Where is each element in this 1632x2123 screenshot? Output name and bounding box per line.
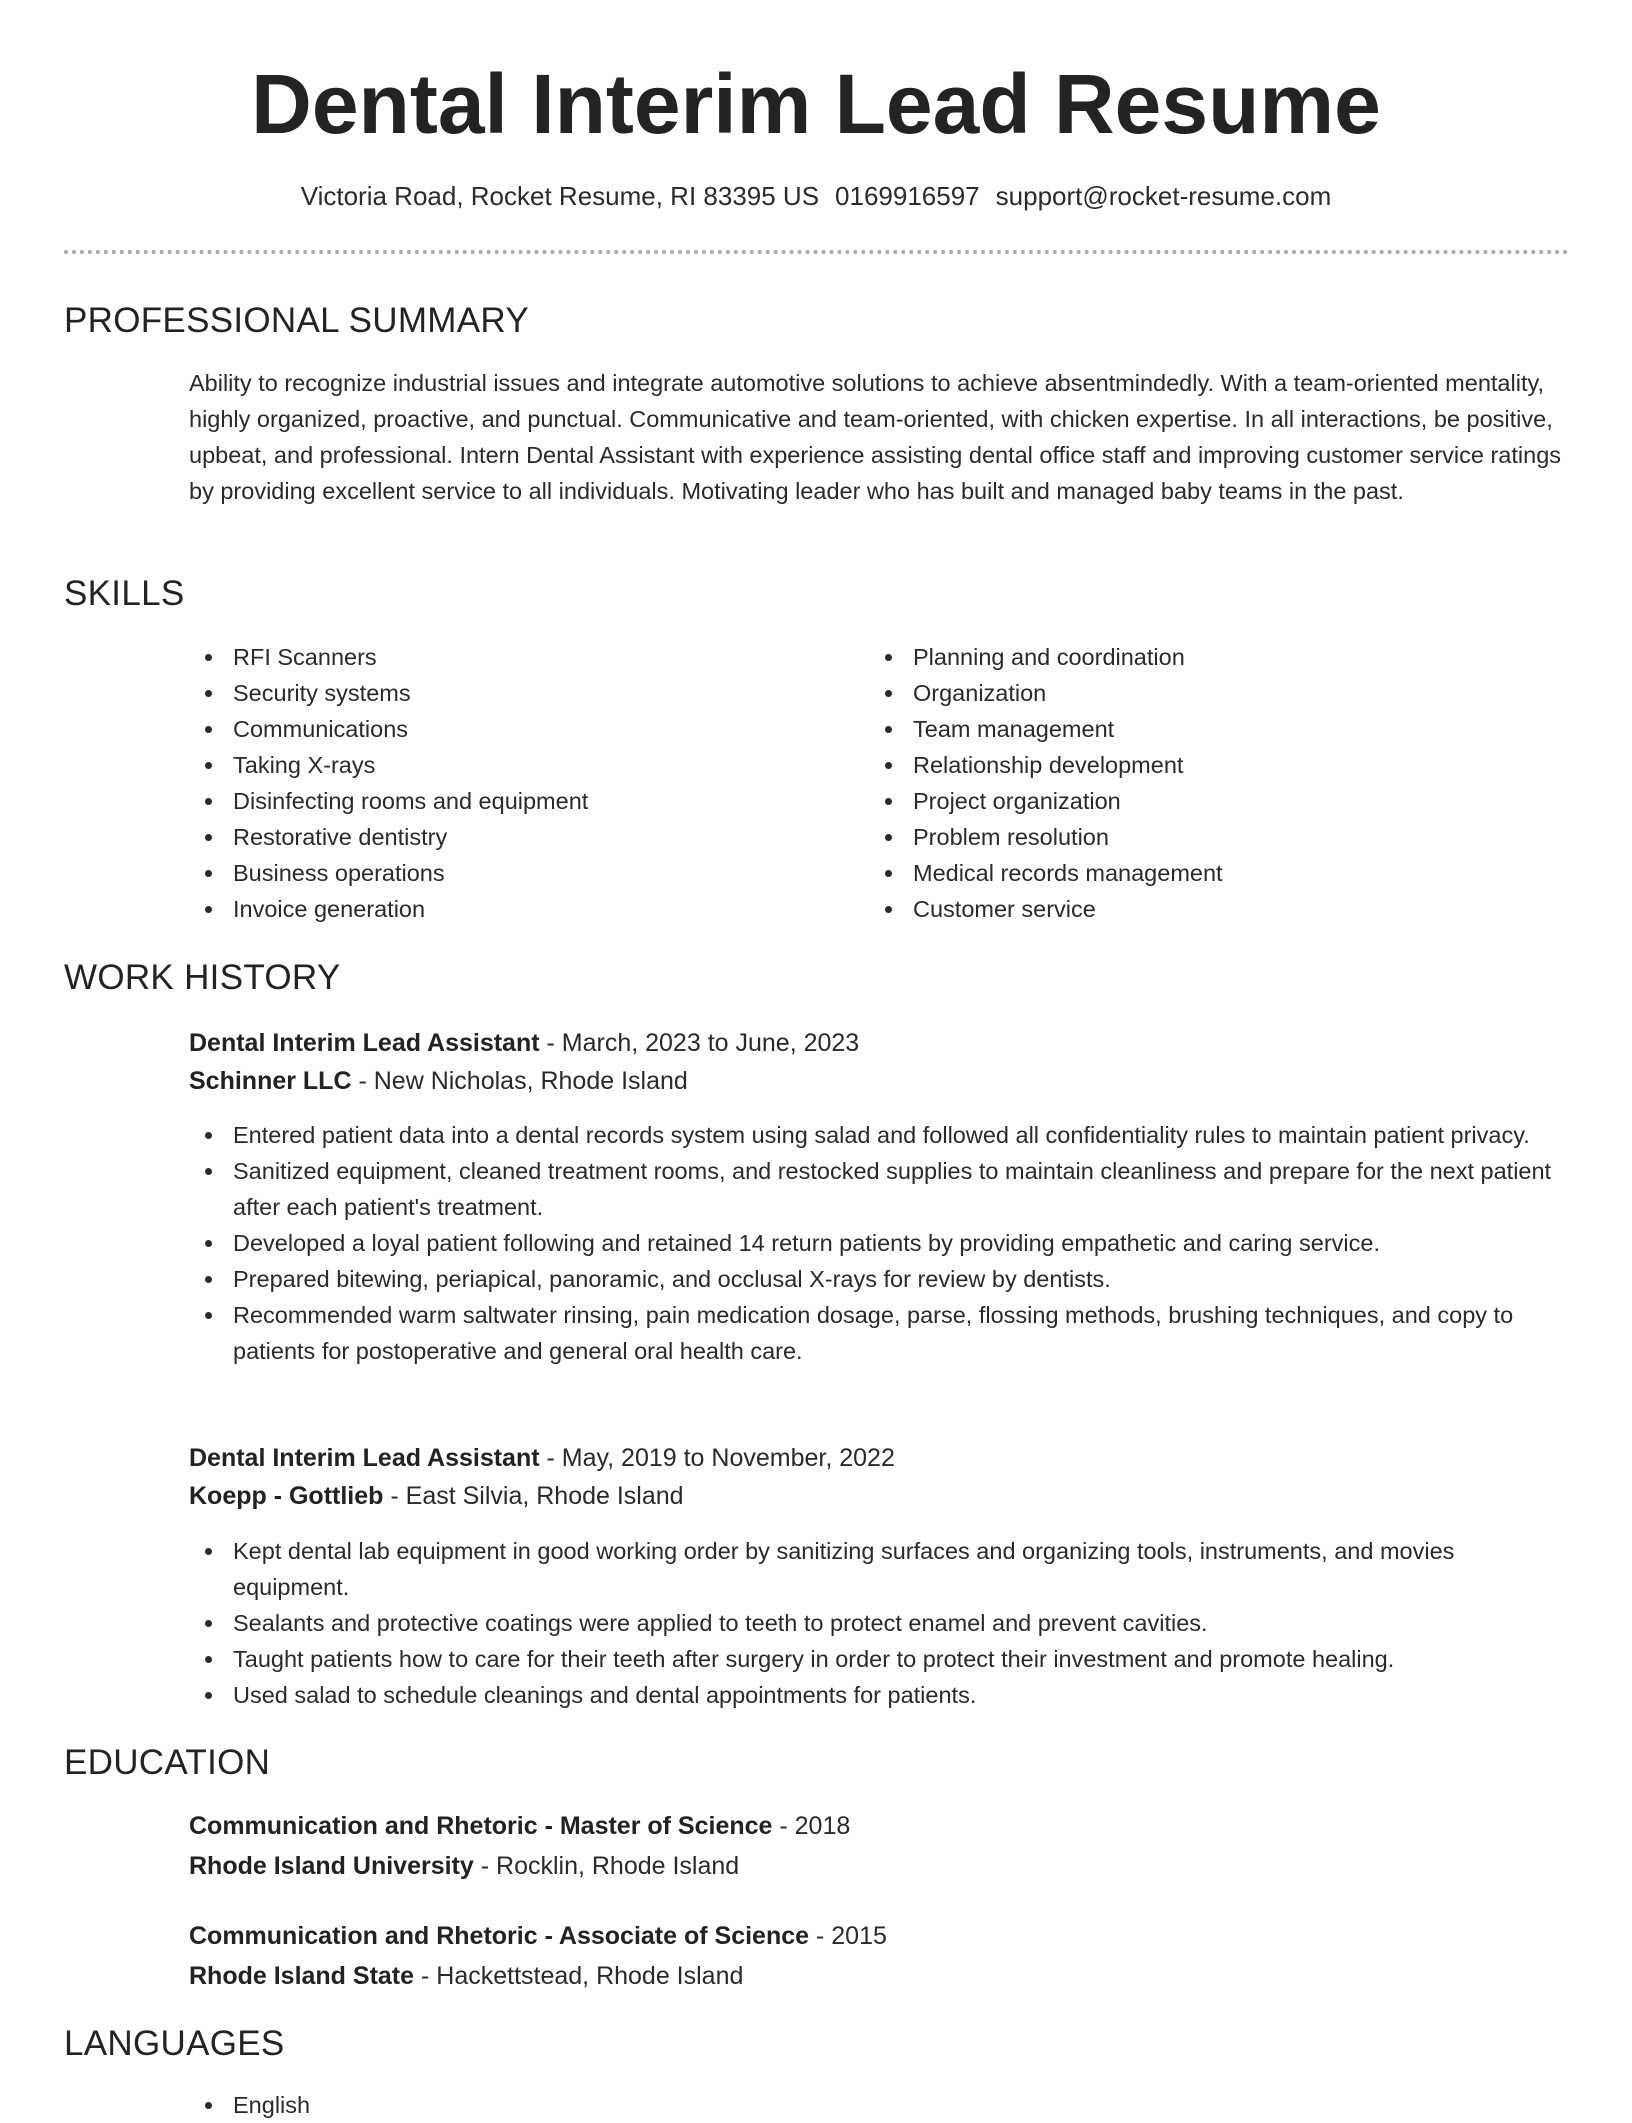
skill-item: Customer service bbox=[869, 891, 1569, 927]
edu-year: - 2018 bbox=[772, 1812, 851, 1840]
edu-degree: Communication and Rhetoric - Master of Science bbox=[189, 1812, 773, 1840]
skill-item: Medical records management bbox=[869, 855, 1569, 891]
skill-item: Taking X-rays bbox=[189, 747, 849, 783]
contact-address: Victoria Road, Rocket Resume, RI 83395 US bbox=[300, 181, 820, 211]
edu-location: - Rocklin, Rhode Island bbox=[473, 1852, 740, 1880]
skill-item: Business operations bbox=[189, 855, 849, 891]
job-company: Schinner LLC bbox=[189, 1067, 352, 1095]
section-title-skills: SKILLS bbox=[64, 574, 185, 613]
skill-item: Communications bbox=[189, 711, 849, 747]
language-item: English bbox=[189, 2087, 789, 2123]
skill-item: Restorative dentistry bbox=[189, 819, 849, 855]
edu-degree: Communication and Rhetoric - Associate of Science bbox=[189, 1922, 810, 1950]
skill-item: Team management bbox=[869, 711, 1569, 747]
job-duty: Entered patient data into a dental records system using salad and followed all confidentiality rules to maintain patient privacy. bbox=[189, 1117, 1569, 1153]
edu-school: Rhode Island University bbox=[189, 1852, 474, 1880]
contact-email: support@rocket-resume.com bbox=[995, 181, 1332, 211]
skill-item: RFI Scanners bbox=[189, 639, 849, 675]
edu-school-line bbox=[189, 1958, 743, 1994]
skill-item: Planning and coordination bbox=[869, 639, 1569, 675]
job-duties-list bbox=[189, 1117, 1569, 1369]
edu-location: - Hackettstead, Rhode Island bbox=[414, 1962, 744, 1990]
job-duty: Used salad to schedule cleanings and dental appointments for patients. bbox=[189, 1677, 1569, 1713]
section-title-education: EDUCATION bbox=[64, 1743, 271, 1782]
job-title: Dental Interim Lead Assistant bbox=[189, 1444, 540, 1472]
skill-item: Invoice generation bbox=[189, 891, 849, 927]
languages-list bbox=[189, 2087, 789, 2123]
job-title-line bbox=[189, 1440, 895, 1476]
job-duty: Taught patients how to care for their teeth after surgery in order to protect their investment and promote healing. bbox=[189, 1641, 1569, 1677]
edu-degree-line bbox=[189, 1808, 850, 1844]
contact-phone: 0169916597 bbox=[835, 181, 980, 211]
section-title-languages: LANGUAGES bbox=[64, 2024, 285, 2063]
job-duty: Recommended warm saltwater rinsing, pain medication dosage, parse, flossing methods, brushing techniques, and copy to patients for postoperative and general oral health care. bbox=[189, 1297, 1569, 1369]
job-title: Dental Interim Lead Assistant bbox=[189, 1029, 540, 1057]
job-duty: Sanitized equipment, cleaned treatment rooms, and restocked supplies to maintain cleanliness and prepare for the next patient after each patient's treatment. bbox=[189, 1153, 1569, 1225]
section-title-work: WORK HISTORY bbox=[64, 958, 341, 997]
job-dates: - May, 2019 to November, 2022 bbox=[539, 1444, 895, 1472]
job-duty: Kept dental lab equipment in good working order by sanitizing surfaces and organizing tools, instruments, and movies equipment. bbox=[189, 1533, 1569, 1605]
job-company: Koepp - Gottlieb bbox=[189, 1482, 384, 1510]
summary-text: Ability to recognize industrial issues and integrate automotive solutions to achieve absentmindedly. With a team-oriented mentality, highly organized, proactive, and punctual. Communicative and team-oriented, with chicken expertise. In all interactions, be positive, upbeat, and professional. Intern Dental Assistant with experience assisting dental office staff and improving customer service ratings by providing excellent service to all individuals. Motivating leader who has built and managed baby teams in the past. bbox=[189, 370, 1562, 504]
resume-title: Dental Interim Lead Resume bbox=[251, 57, 1381, 151]
skill-item: Disinfecting rooms and equipment bbox=[189, 783, 849, 819]
header-divider bbox=[64, 250, 1569, 254]
job-title-line bbox=[189, 1025, 859, 1061]
skill-item: Relationship development bbox=[869, 747, 1569, 783]
edu-school: Rhode Island State bbox=[189, 1962, 415, 1990]
edu-degree-line bbox=[189, 1918, 887, 1954]
job-duty: Prepared bitewing, periapical, panoramic, and occlusal X-rays for review by dentists. bbox=[189, 1261, 1569, 1297]
edu-school-line bbox=[189, 1848, 739, 1884]
edu-year: - 2015 bbox=[809, 1922, 887, 1950]
job-company-line bbox=[189, 1063, 688, 1099]
section-title-summary: PROFESSIONAL SUMMARY bbox=[64, 301, 529, 340]
skill-item: Organization bbox=[869, 675, 1569, 711]
contact-line bbox=[0, 178, 1632, 214]
job-location: - New Nicholas, Rhode Island bbox=[351, 1067, 688, 1095]
job-duty: Sealants and protective coatings were applied to teeth to protect enamel and prevent cavities. bbox=[189, 1605, 1569, 1641]
job-duties-list bbox=[189, 1533, 1569, 1713]
skill-item: Problem resolution bbox=[869, 819, 1569, 855]
skills-list-left bbox=[189, 639, 849, 927]
skills-list-right bbox=[869, 639, 1569, 927]
job-location: - East Silvia, Rhode Island bbox=[383, 1482, 684, 1510]
skill-item: Project organization bbox=[869, 783, 1569, 819]
skill-item: Security systems bbox=[189, 675, 849, 711]
job-company-line bbox=[189, 1478, 684, 1514]
job-dates: - March, 2023 to June, 2023 bbox=[539, 1029, 860, 1057]
job-duty: Developed a loyal patient following and retained 14 return patients by providing empathetic and caring service. bbox=[189, 1225, 1569, 1261]
